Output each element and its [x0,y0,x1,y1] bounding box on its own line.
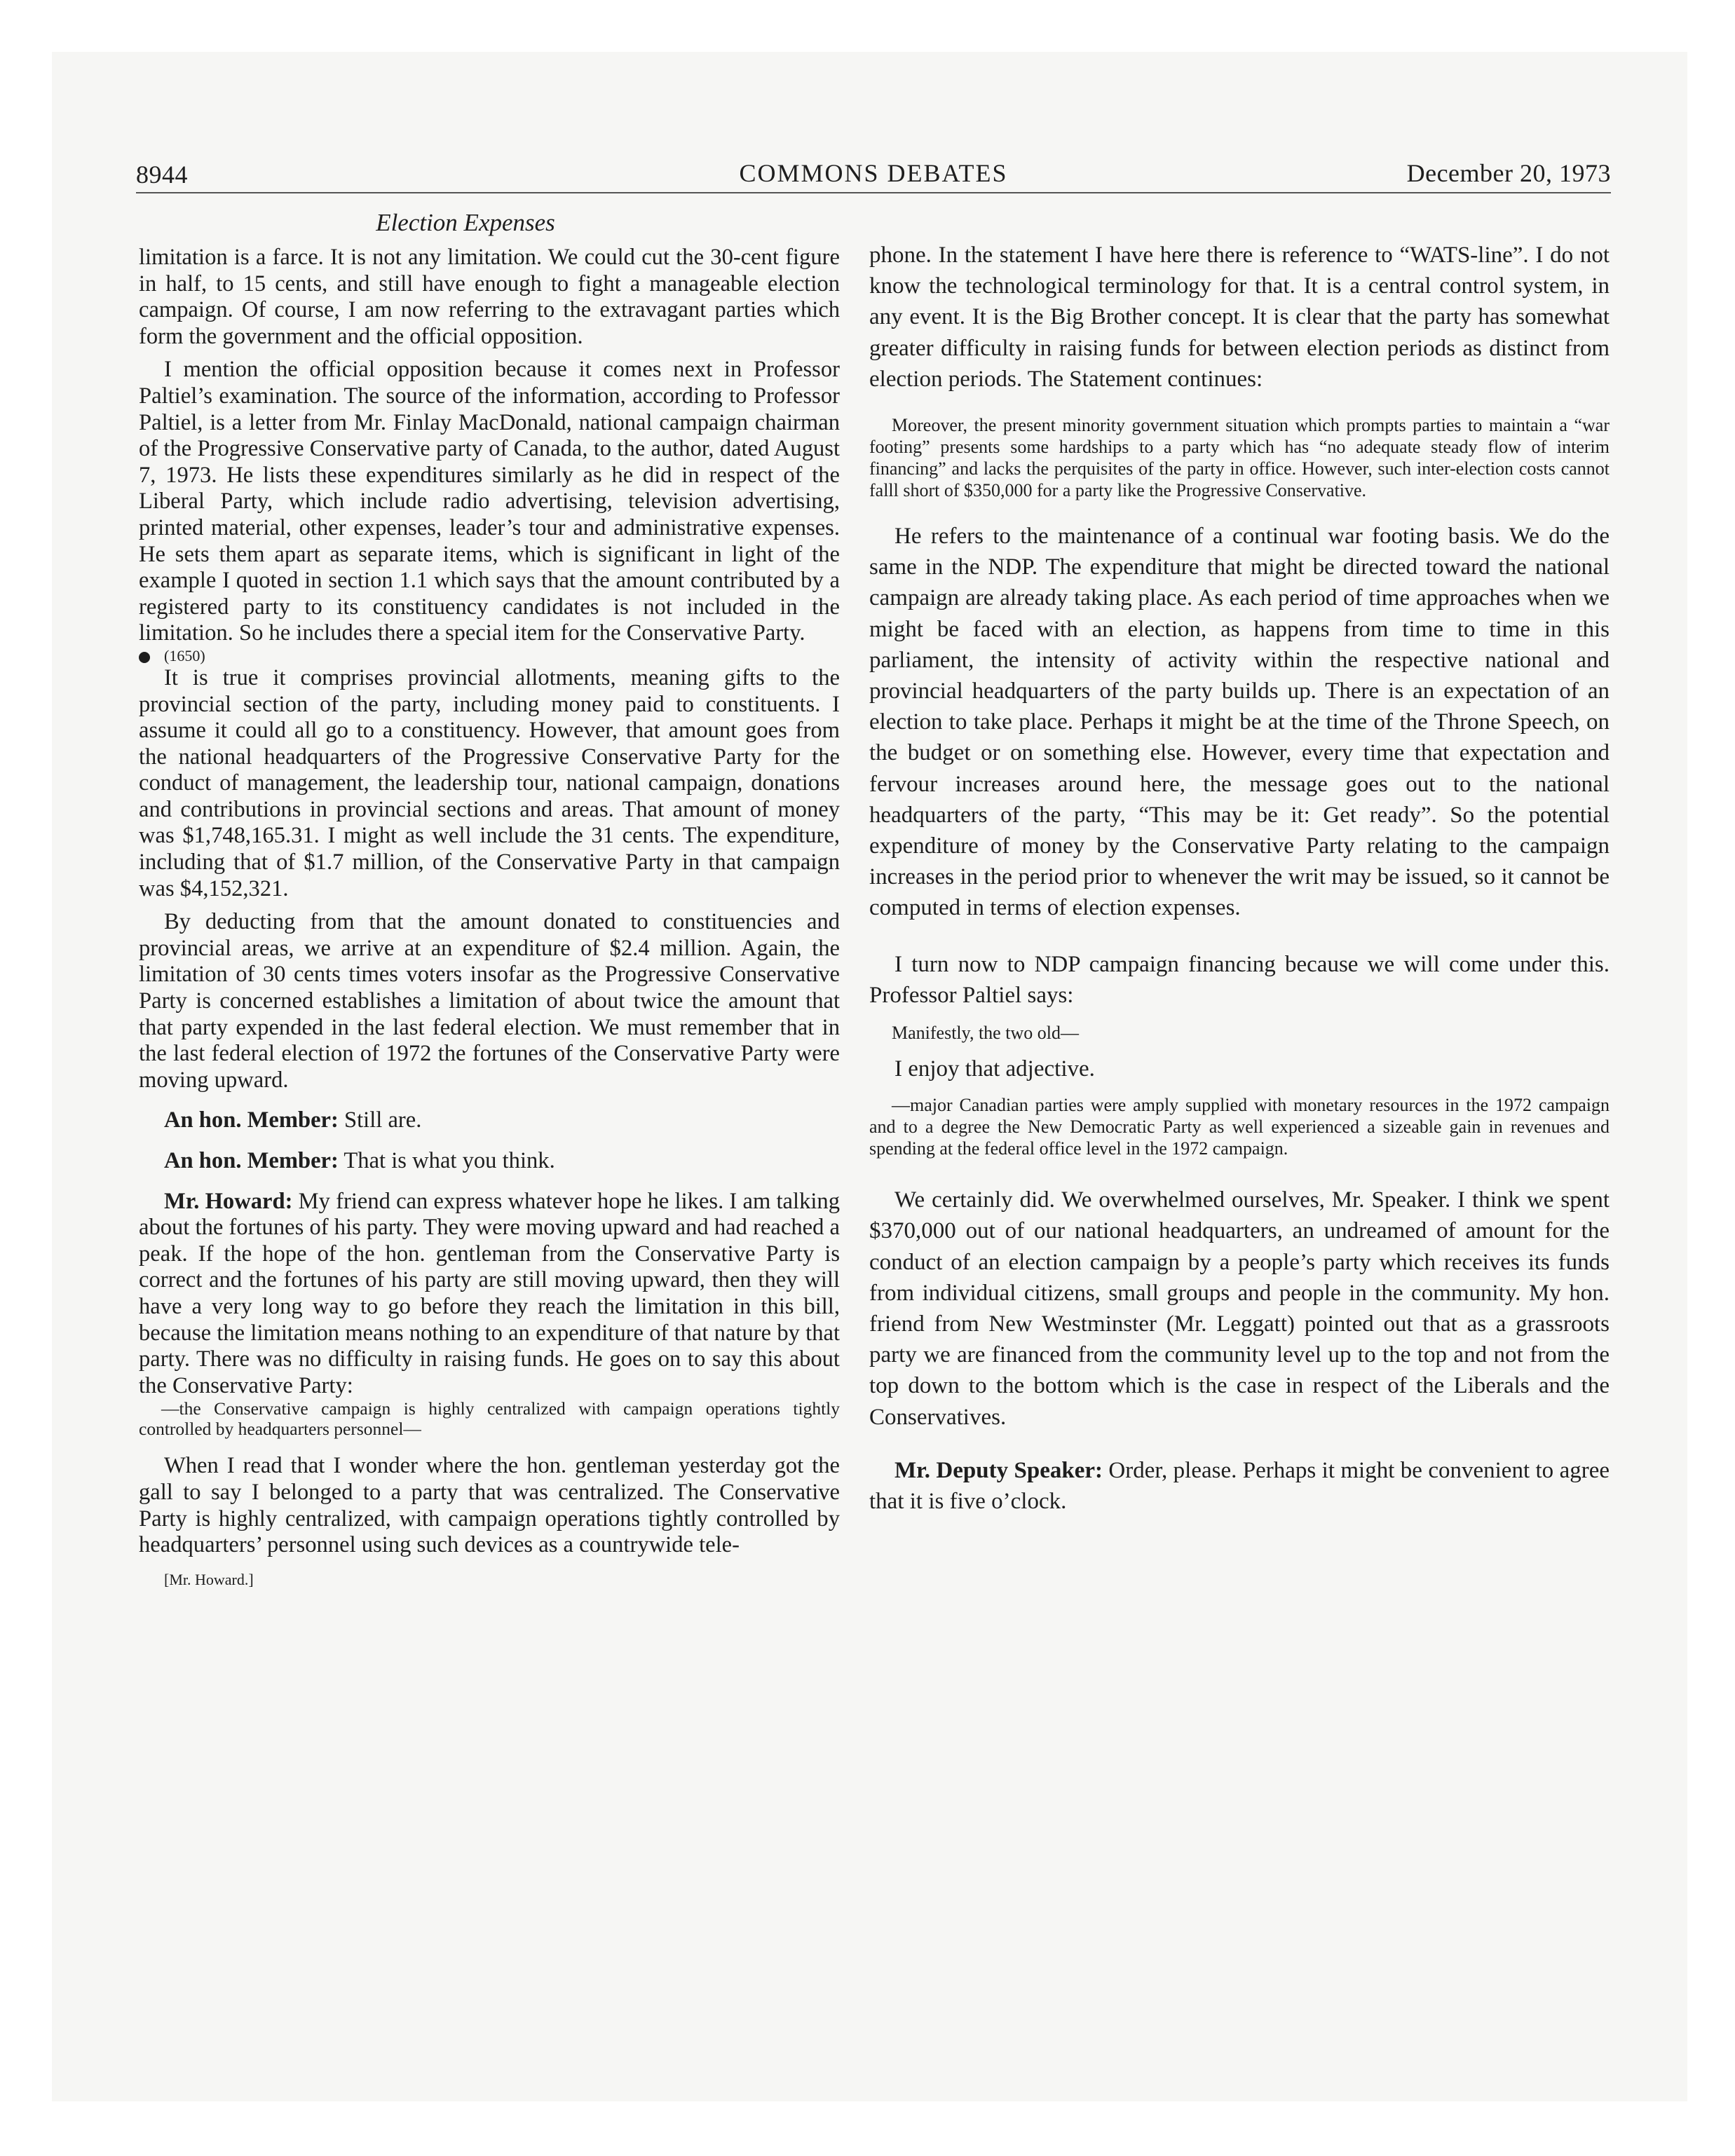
page-header [136,157,1611,193]
speech-paragraph [869,1455,1610,1517]
page-date: December 20, 1973 [1406,159,1611,187]
left-column [139,245,840,1590]
time-tag-text: (1650) [164,646,205,664]
speech-text: That is what you think. [343,1148,555,1173]
block-quote: —major Canadian parties were amply supplied with monetary resources in the 1972 campaign and to a degree the New Democratic Party as well experienced a sizeable gain in revenues and spending at the federal office level in the 1972 campaign. [869,1095,1610,1159]
paragraph: We certainly did. We overwhelmed ourselves, Mr. Speaker. I think we spent $370,000 out of our national headquarters, an undreamed of amount for the conduct of an election campaign by a people’s party which receives its funds from individual citizens, small groups and people in the community. My hon. friend from New Westminster (Mr. Leggatt) pointed out that as a grassroots party we are financed from the community level up to the top and not from the top down to the bottom which is the case in respect of the Liberals and the Conservatives. [869,1187,1610,1430]
publication-title: COMMONS DEBATES [739,159,1008,187]
paragraph: It is true it comprises provincial allotments, meaning gifts to the provincial section of the party, including money paid to constituents. I assume it could all go to a constituency. However, that amount goes from the national headquarters of the Progressive Conservative Party for the conduct of management, the leadership tour, national campaign, donations and contributions in provincial sections and areas. That amount of money was $1,748,165.31. I might as well include the 31 cents. The expenditure, including that of $1.7 million, of the Conservative Party in that campaign was $4,152,321. [139,664,840,901]
paragraph: I mention the official opposition because it comes next in Professor Paltiel’s examination. The source of the information, according to Professor Paltiel, is a letter from Mr. Finlay MacDonald, national campaign chairman of the Progressive Conservative party of Canada, to the author, dated August 7, 1973. He lists these expenditures similarly as he did in respect of the Liberal Party, which include radio advertising, television advertising, printed material, other expenses, leader’s tour and administrative expenses. He sets them apart as separate items, which is significant in light of the example I quoted in section 1.1 which says that the amount contributed by a registered party to its constituency candidates is not included in the limitation. So he includes there a special item for the Conservative Party. [139,357,840,646]
scanned-page [52,52,1687,2101]
paragraph: By deducting from that the amount donated to constituencies and provincial areas, we arrive at an expenditure of $2.4 million. Again, the limitation of 30 cents times voters insofar as the Progressive Conservative Party is concerned establishes a limitation of about twice the amount that that party expended in the last federal election. We must remember that in the last federal election of 1972 the fortunes of the Conservative Party were moving upward. [139,909,840,1093]
speech-paragraph [139,1189,840,1400]
speech-text: Order, please. Perhaps it might be convenient to agree that it is five o’clock. [869,1457,1610,1515]
block-quote: Moreover, the present minority government situation which prompts parties to maintain a “war footing” presents some hardships to a party which has “no adequate steady flow of interim financing” and lacks the perquisites of the party in office. However, such inter-election costs cannot falll short of $350,000 for a party like the Progressive Conservative. [869,415,1610,501]
speech-text: Still are. [344,1107,422,1133]
speaker-name: Mr. Deputy Speaker: [894,1457,1103,1483]
bullet-dot-icon [139,652,150,663]
speaker-name: Mr. Howard: [164,1188,293,1214]
speaker-name: An hon. Member: [164,1107,339,1133]
block-quote: Manifestly, the two old— [892,1023,1079,1044]
right-column [869,240,1610,1517]
interjection [139,1148,840,1175]
interjection [139,1107,840,1134]
speaker-attribution: [Mr. Howard.] [164,1570,254,1588]
page-number: 8944 [136,161,188,189]
paragraph: He refers to the maintenance of a continual war footing basis. We do the same in the NDP. The expenditure that might be directed toward the national campaign are already taking place. As each period of time approaches when we might be faced with an election, as happens from time to time in this parliament, the intensity of activity within the respective national and provincial headquarters of the party builds up. There is an expectation of an election to take place. Perhaps it might be at the time of the Throne Speech, on the budget or on something else. However, every time that expectation and fervour increases around here, the message goes out to the national headquarters of the party, “This may be it: Get ready”. So the potential expenditure of money by the Conservative Party relating to the campaign increases in the period prior to whenever the writ may be issued, so it cannot be computed in terms of election expenses. [869,524,1610,921]
paragraph: I turn now to NDP campaign financing because we will come under this. Professor Paltiel says: [869,951,1610,1008]
speech-text: My friend can express whatever hope he likes. I am talking about the fortunes of his party. They were moving upward and had reached a peak. If the hope of the hon. gentleman from the Conservative Party is correct and the fortunes of his party are still moving upward, then they will have a very long way to go before they reach the limitation in this bill, because the limitation means nothing to an expenditure of that nature by that party. There was no difficulty in raising funds. He goes on to say this about the Conservative Party: [139,1188,840,1398]
time-tag [139,647,840,665]
paragraph: I enjoy that adjective. [894,1056,1095,1082]
paragraph: limitation is a farce. It is not any limitation. We could cut the 30-cent figure in half, to 15 cents, and still have enough to fight a manageable election campaign. Of course, I am now referring to the extravagant parties which form the government and the official opposition. [139,245,840,349]
section-title: Election Expenses [376,209,555,236]
block-quote: —the Conservative campaign is highly centralized with campaign operations tightly controlled by headquarters personnel— [139,1398,840,1439]
speaker-name: An hon. Member: [164,1148,339,1173]
paragraph: phone. In the statement I have here there is reference to “WATS-line”. I do not know the technological terminology for that. It is a central control system, in any event. It is the Big Brother concept. It is clear that the party has somewhat greater difficulty in raising funds for between election periods as distinct from election periods. The Statement continues: [869,243,1610,392]
paragraph: When I read that I wonder where the hon. gentleman yesterday got the gall to say I belonged to a party that was centralized. The Conservative Party is highly centralized, with campaign operations tightly controlled by headquarters’ personnel using such devices as a countrywide tele- [139,1453,840,1558]
